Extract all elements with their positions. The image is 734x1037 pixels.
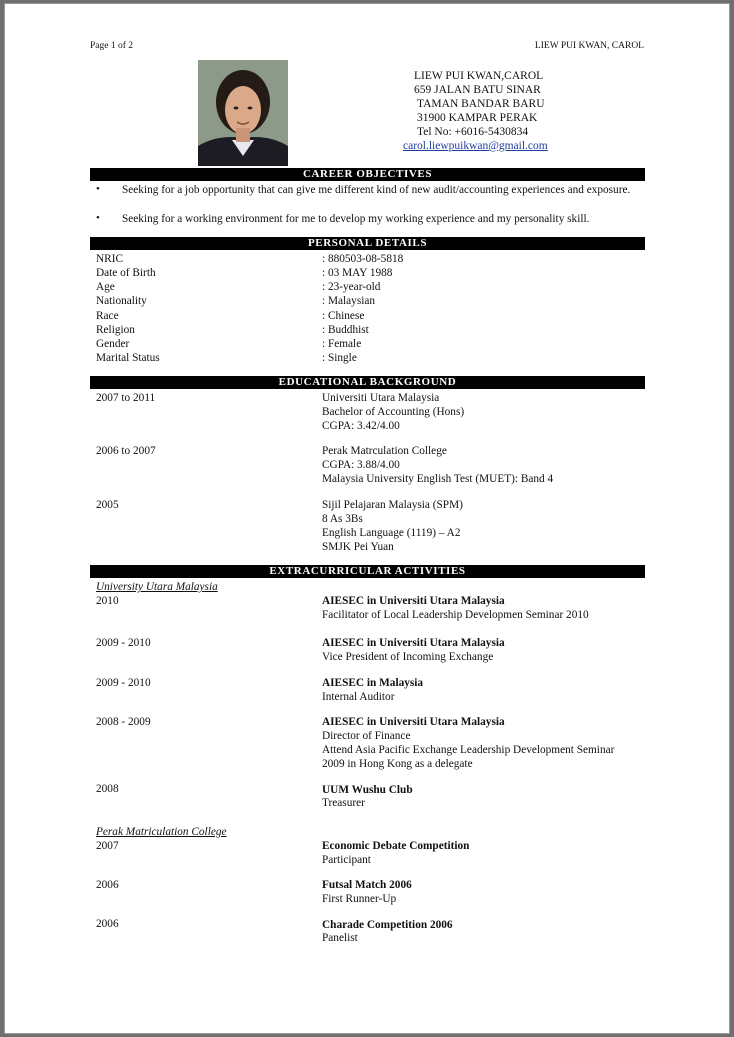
- contact-address-line3: 31900 KAMPAR PERAK: [417, 112, 538, 124]
- personal-value: : Buddhist: [322, 324, 369, 336]
- bullet-icon: •: [96, 183, 100, 195]
- personal-value: : Chinese: [322, 310, 365, 322]
- personal-label: Gender: [96, 338, 130, 350]
- activity-role: Director of Finance: [322, 730, 411, 742]
- education-year: 2006 to 2007: [96, 445, 156, 457]
- contact-address-line2: TAMAN BANDAR BARU: [417, 98, 545, 110]
- education-line: Sijil Pelajaran Malaysia (SPM): [322, 499, 463, 511]
- contact-block: [390, 69, 580, 153]
- contact-email-link[interactable]: carol.liewpuikwan@gmail.com: [403, 140, 548, 152]
- personal-value: : 880503-08-5818: [322, 253, 404, 265]
- personal-value: : 03 MAY 1988: [322, 267, 393, 279]
- activity-role: Panelist: [322, 932, 358, 944]
- personal-label: NRIC: [96, 253, 123, 265]
- education-line: CGPA: 3.42/4.00: [322, 420, 400, 432]
- personal-label: Race: [96, 310, 119, 322]
- personal-value: : Malaysian: [322, 295, 376, 307]
- activity-org: Futsal Match 2006: [322, 879, 412, 891]
- section-personal-details: PERSONAL DETAILS: [90, 237, 645, 250]
- section-career-objectives: CAREER OBJECTIVES: [90, 168, 645, 181]
- profile-photo: [198, 60, 288, 166]
- education-line: Malaysia University English Test (MUET): Band 4: [322, 473, 554, 485]
- activity-org: AIESEC in Universiti Utara Malaysia: [322, 716, 505, 728]
- objective-item: Seeking for a working environment for me to develop my working experience and my personality skill.: [122, 213, 590, 225]
- personal-value: : Female: [322, 338, 362, 350]
- personal-value: : 23-year-old: [322, 281, 381, 293]
- education-line: 8 As 3Bs: [322, 513, 363, 525]
- activity-org: Charade Competition 2006: [322, 919, 453, 931]
- section-educational-background: EDUCATIONAL BACKGROUND: [90, 376, 645, 389]
- education-year: 2007 to 2011: [96, 392, 156, 404]
- activity-role: Participant: [322, 854, 371, 866]
- institution-heading: Perak Matriculation College: [96, 826, 227, 838]
- contact-name: LIEW PUI KWAN,CAROL: [414, 70, 544, 82]
- activity-year: 2009 - 2010: [96, 677, 151, 689]
- education-line: English Language (1119) – A2: [322, 527, 461, 539]
- activity-org: AIESEC in Universiti Utara Malaysia: [322, 637, 505, 649]
- education-line: Universiti Utara Malaysia: [322, 392, 440, 404]
- activity-year: 2010: [96, 595, 119, 607]
- activity-role: Vice President of Incoming Exchange: [322, 651, 494, 663]
- education-line: Bachelor of Accounting (Hons): [322, 406, 465, 418]
- education-line: CGPA: 3.88/4.00: [322, 459, 400, 471]
- activity-year: 2006: [96, 879, 119, 891]
- personal-label: Date of Birth: [96, 267, 156, 279]
- activity-org: Economic Debate Competition: [322, 840, 470, 852]
- activity-year: 2007: [96, 840, 119, 852]
- activity-role: Attend Asia Pacific Exchange Leadership Development Seminar: [322, 744, 615, 756]
- resume-page: [4, 3, 730, 1034]
- personal-label: Marital Status: [96, 352, 160, 364]
- personal-label: Religion: [96, 324, 135, 336]
- activity-role: First Runner-Up: [322, 893, 397, 905]
- activity-year: 2008: [96, 783, 119, 795]
- activity-org: UUM Wushu Club: [322, 784, 413, 796]
- page-number: Page 1 of 2: [90, 41, 134, 51]
- activity-year: 2009 - 2010: [96, 637, 151, 649]
- activity-year: 2006: [96, 918, 119, 930]
- activity-role: 2009 in Hong Kong as a delegate: [322, 758, 473, 770]
- education-line: SMJK Pei Yuan: [322, 541, 394, 553]
- header-name: LIEW PUI KWAN, CAROL: [534, 41, 644, 51]
- activity-role: Treasurer: [322, 797, 365, 809]
- activity-org: AIESEC in Universiti Utara Malaysia: [322, 595, 505, 607]
- bullet-icon: •: [96, 212, 100, 224]
- institution-heading: University Utara Malaysia: [96, 581, 218, 593]
- section-extracurricular-activities: EXTRACURRICULAR ACTIVITIES: [90, 565, 645, 578]
- activity-org: AIESEC in Malaysia: [322, 677, 424, 689]
- contact-phone: Tel No: +6016-5430834: [417, 126, 529, 138]
- activity-year: 2008 - 2009: [96, 716, 151, 728]
- education-line: Perak Matrculation College: [322, 445, 447, 457]
- activity-role: Facilitator of Local Leadership Developmen Seminar 2010: [322, 609, 589, 621]
- contact-address-line1: 659 JALAN BATU SINAR: [414, 84, 541, 96]
- activity-role: Internal Auditor: [322, 691, 395, 703]
- personal-label: Nationality: [96, 295, 147, 307]
- education-year: 2005: [96, 499, 119, 511]
- personal-value: : Single: [322, 352, 357, 364]
- objective-item: Seeking for a job opportunity that can give me different kind of new audit/accounting experiences and exposure.: [122, 184, 631, 196]
- personal-label: Age: [96, 281, 115, 293]
